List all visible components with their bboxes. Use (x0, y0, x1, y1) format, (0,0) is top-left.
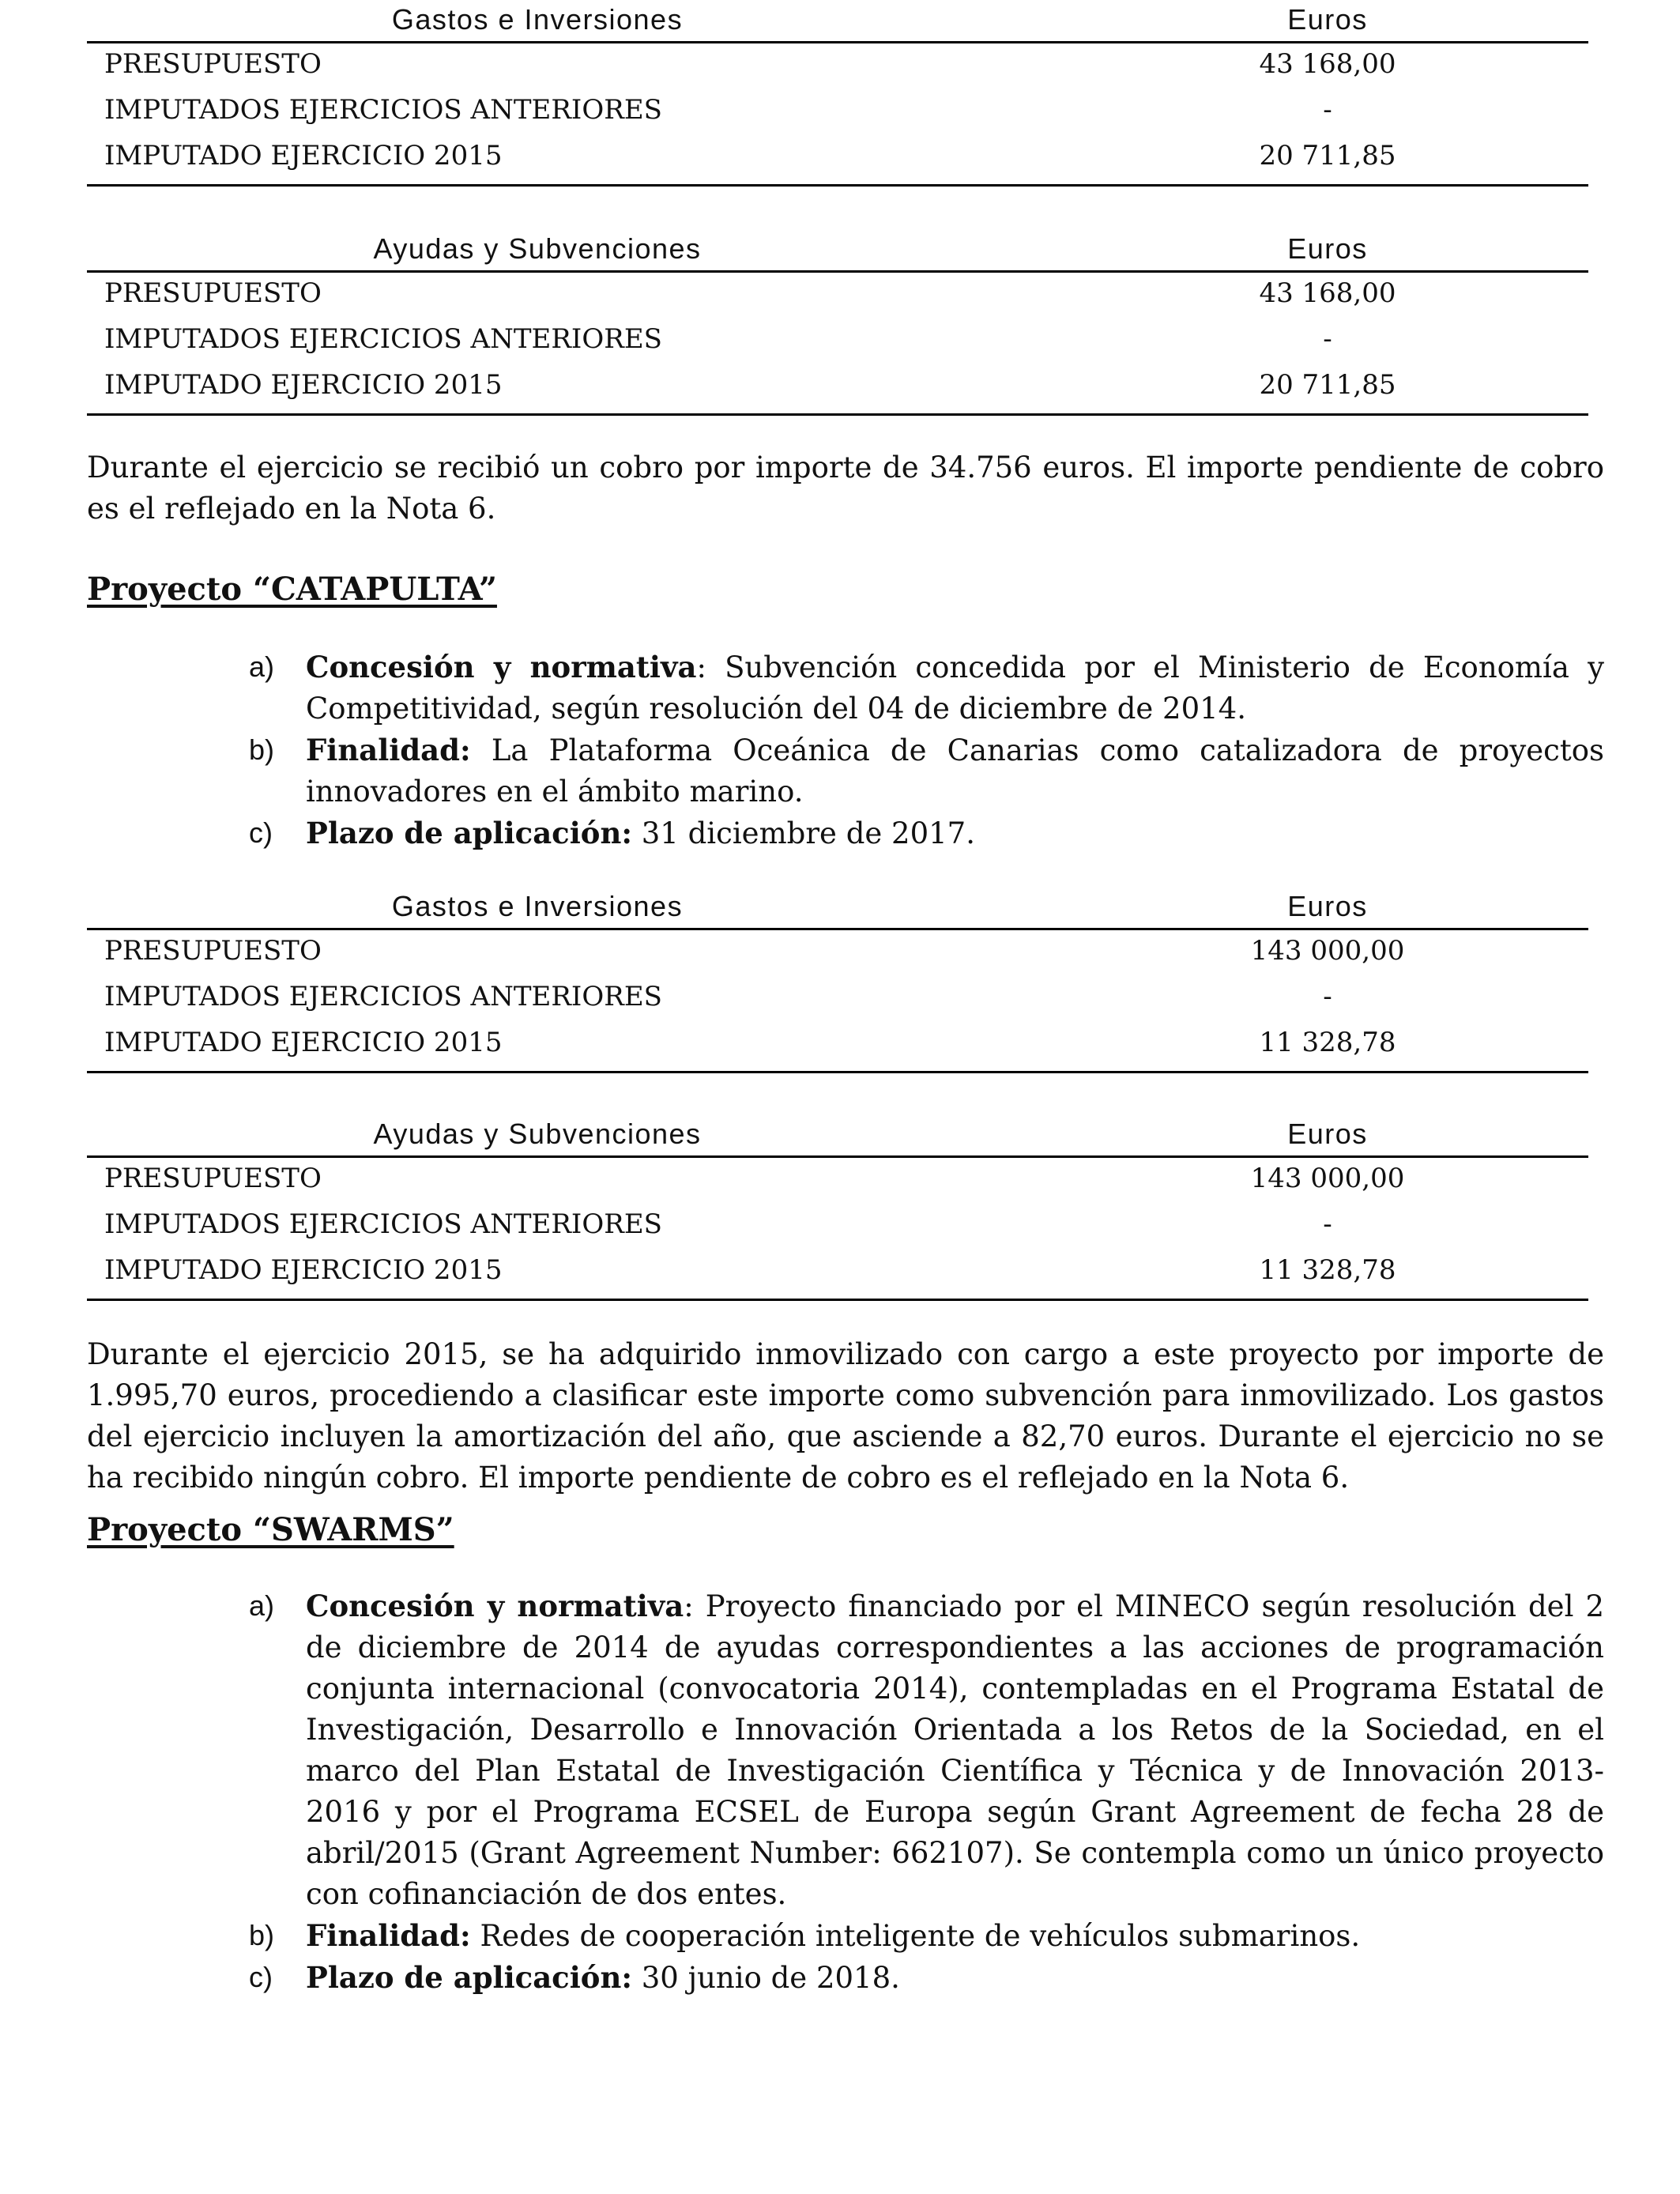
row-value: 143 000,00 (1250, 1163, 1405, 1194)
list-marker: a) (249, 650, 275, 683)
paragraph-cobro: Durante el ejercicio se recibió un cobro por importe de 34.756 euros. El importe pendiente de cobro es el reflejado en la Nota 6. (87, 450, 1604, 526)
row-label: IMPUTADO EJERCICIO 2015 (104, 1027, 503, 1058)
row-label: IMPUTADOS EJERCICIOS ANTERIORES (104, 1208, 662, 1240)
list-marker: c) (249, 1961, 273, 1993)
table-ayudas-subvenciones-2 (87, 1114, 1588, 1301)
row-label: IMPUTADOS EJERCICIOS ANTERIORES (104, 94, 662, 126)
item-label: Plazo de aplicación: (306, 816, 632, 850)
row-label: PRESUPUESTO (104, 48, 322, 80)
item-text: : Proyecto financiado por el MINECO según resolución del 2 de diciembre de 2014 de ayudas correspondientes a las acciones de programación conjunta internacional (convocatoria 2014), contempladas en el Programa Estatal de Investigación, Desarrollo e Innovación Orientada a los Retos de la Sociedad, en el marco del Plan Estatal de Investigación Científica y Técnica y de Innovación 2013-2016 y por el Programa ECSEL de Europa según Grant Agreement de fecha 28 de abril/2015 (Grant Agreement Number: 662107). Se contempla como un único proyecto con cofinanciación de dos entes. (306, 1589, 1604, 1911)
header-label: Ayudas y Subvenciones (373, 1118, 702, 1150)
section-heading-swarms: Proyecto “SWARMS” (87, 1511, 454, 1548)
list-item (87, 729, 1604, 812)
table-row (87, 364, 1588, 410)
row-value: 143 000,00 (1250, 935, 1405, 967)
catapulta-list (87, 647, 1604, 854)
list-item (87, 1585, 1604, 1915)
row-value: 11 328,78 (1259, 1027, 1396, 1058)
list-marker: b) (249, 1919, 275, 1951)
table-row (87, 1022, 1588, 1068)
row-label: PRESUPUESTO (104, 277, 322, 309)
list-marker: a) (249, 1589, 275, 1622)
header-label: Gastos e Inversiones (391, 3, 684, 36)
table-gastos-inversiones-1 (87, 0, 1588, 187)
list-marker: c) (249, 816, 273, 849)
header-label: Gastos e Inversiones (391, 890, 684, 922)
table-header (87, 229, 1588, 273)
row-value: - (1323, 94, 1332, 126)
row-value: 43 168,00 (1259, 277, 1396, 309)
row-label: PRESUPUESTO (104, 1163, 322, 1194)
row-value: 20 711,85 (1259, 140, 1396, 172)
table-ayudas-subvenciones-1 (87, 229, 1588, 416)
row-value: 11 328,78 (1259, 1254, 1396, 1286)
item-label: Plazo de aplicación: (306, 1960, 632, 1995)
row-label: IMPUTADO EJERCICIO 2015 (104, 1254, 503, 1286)
table-row (87, 89, 1588, 135)
paragraph-inmovilizado: Durante el ejercicio 2015, se ha adquirido inmovilizado con cargo a este proyecto por importe de 1.995,70 euros, procediendo a clasificar este importe como subvención para inmovilizado. Los gastos del ejercicio incluyen la amortización del año, que asciende a 82,70 euros. Durante el ejercicio no se ha recibido ningún cobro. El importe pendiente de cobro es el reflejado en la Nota 6. (87, 1337, 1604, 1495)
header-label: Ayudas y Subvenciones (373, 232, 702, 265)
table-row (87, 319, 1588, 364)
item-label: Finalidad: (306, 733, 471, 767)
table-row (87, 1158, 1588, 1204)
table-bottom-rule (87, 413, 1588, 416)
row-label: IMPUTADO EJERCICIO 2015 (104, 369, 503, 401)
table-row (87, 1204, 1588, 1250)
item-text: Redes de cooperación inteligente de vehículos submarinos. (470, 1919, 1361, 1953)
row-value: 20 711,85 (1259, 369, 1396, 401)
item-text: : Subvención concedida por el Ministerio de Economía y Competitividad, según resolución del 04 de diciembre de 2014. (306, 650, 1604, 726)
item-label: Concesión y normativa (306, 650, 697, 684)
table-bottom-rule (87, 1299, 1588, 1301)
swarms-list (87, 1585, 1604, 1999)
list-item (87, 647, 1604, 729)
header-value: Euros (1287, 1118, 1368, 1150)
table-header (87, 1114, 1588, 1158)
item-label: Finalidad: (306, 1918, 471, 1953)
table-row (87, 43, 1588, 89)
list-marker: b) (249, 733, 275, 766)
header-value: Euros (1287, 3, 1368, 36)
table-header (87, 887, 1588, 930)
row-label: IMPUTADO EJERCICIO 2015 (104, 140, 503, 172)
row-value: - (1323, 1208, 1332, 1240)
list-item (87, 1957, 1604, 1999)
table-row (87, 273, 1588, 319)
list-item (87, 1915, 1604, 1957)
section-heading-catapulta: Proyecto “CATAPULTA” (87, 571, 497, 608)
header-value: Euros (1287, 890, 1368, 922)
table-header (87, 0, 1588, 43)
row-value: - (1323, 981, 1332, 1012)
table-row (87, 1250, 1588, 1295)
row-label: IMPUTADOS EJERCICIOS ANTERIORES (104, 981, 662, 1012)
row-value: 43 168,00 (1259, 48, 1396, 80)
table-bottom-rule (87, 184, 1588, 187)
table-row (87, 976, 1588, 1022)
item-text: 31 diciembre de 2017. (632, 816, 975, 850)
list-item (87, 812, 1604, 854)
row-value: - (1323, 323, 1332, 355)
row-label: IMPUTADOS EJERCICIOS ANTERIORES (104, 323, 662, 355)
item-text: 30 junio de 2018. (632, 1961, 900, 1995)
item-label: Concesión y normativa (306, 1589, 684, 1623)
table-gastos-inversiones-2 (87, 887, 1588, 1073)
table-row (87, 135, 1588, 181)
table-row (87, 930, 1588, 976)
item-text: La Plataforma Oceánica de Canarias como catalizadora de proyectos innovadores en el ámbito marino. (306, 733, 1604, 809)
table-bottom-rule (87, 1071, 1588, 1073)
header-value: Euros (1287, 232, 1368, 265)
row-label: PRESUPUESTO (104, 935, 322, 967)
